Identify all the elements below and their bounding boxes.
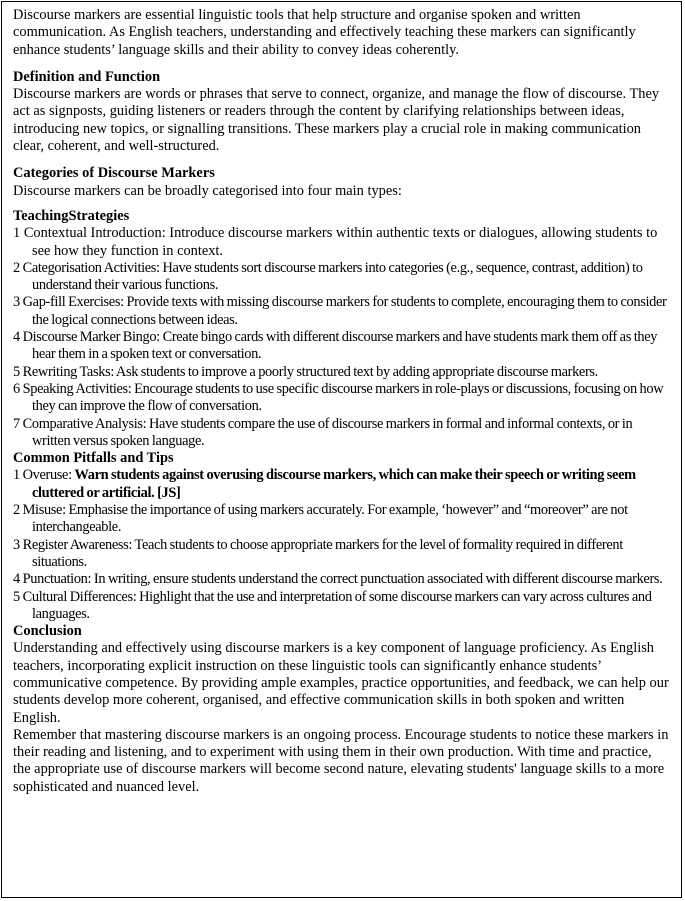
pitfalls-heading: Common Pitfalls and Tips (13, 450, 174, 467)
list-item (13, 329, 671, 364)
intro-paragraph: Discourse markers are essential linguistic tools that help structure and organise spoken and written communication. As English teachers, understanding and effectively teaching these markers can significantly enhance students’ language skills and their ability to convey ideas coherently. (13, 7, 636, 58)
list-item (13, 364, 671, 381)
document-frame (1, 1, 682, 898)
item-number: 5 (13, 363, 20, 380)
list-item (13, 537, 671, 572)
list-item (13, 294, 671, 329)
item-text: Misuse: Emphasise the importance of using markers accurately. For example, ‘however” and “moreover” are not interchangeable. (22, 502, 628, 536)
conclusion-paragraph-1: Understanding and effectively using discourse markers is a key component of language proficiency. As English teachers, incorporating explicit instruction on these linguistic tools can significantly enhance students’ communicative competence. By providing ample examples, practice opportunities, and feedback, we can help our students develop more coherent, organised, and effective communication skills in both spoken and written English. (13, 640, 669, 726)
item-text: Contextual Introduction: Introduce discourse markers within authentic texts or dialogues, allowing students to see how they function in context. (23, 225, 658, 259)
item-text: Register Awareness: Teach students to choose appropriate markers for the level of formality required in different situations. (22, 536, 623, 570)
teaching-heading: TeachingStrategies (13, 207, 130, 224)
spacer (13, 155, 671, 165)
item-number: 3 (13, 536, 20, 553)
spacer (13, 59, 671, 69)
definition-paragraph: Discourse markers are words or phrases that serve to connect, organize, and manage the flow of discourse. They act as signposts, guiding listeners or readers through the content by clarifying relationships between ideas, introducing new topics, or signalling transitions. These markers play a crucial role in making communication clear, coherent, and well-structured. (13, 86, 660, 155)
item-number: 2 (13, 502, 20, 519)
item-number: 7 (13, 415, 20, 432)
categories-heading: Categories of Discourse Markers (13, 165, 215, 182)
item-number: 5 (13, 588, 20, 605)
list-item (13, 589, 671, 624)
list-item (13, 502, 671, 537)
item-text: Rewriting Tasks: Ask students to improve a poorly structured text by adding appropriate discourse markers. (22, 363, 598, 380)
list-item (13, 260, 671, 295)
definition-heading: Definition and Function (13, 68, 161, 85)
list-item (13, 225, 671, 260)
pitfalls-list (13, 467, 671, 623)
teaching-list (13, 225, 671, 450)
item-text: Categorisation Activities: Have students sort discourse markers into categories (e.g., sequence, contrast, addition) to understand their various functions. (22, 259, 643, 294)
item-text: Comparative Analysis: Have students compare the use of discourse markers in formal and informal contexts, or in written versus spoken language. (22, 415, 633, 449)
conclusion-paragraph-2: Remember that mastering discourse markers is an ongoing process. Encourage students to notice these markers in their reading and listening, and to experiment with using them in their own production. With time and practice, the appropriate use of discourse markers will become second nature, elevating students' language skills to a more sophisticated and nuanced level. (13, 726, 669, 795)
spacer (13, 200, 671, 208)
item-number: 4 (13, 571, 20, 588)
item-text-bold: Warn students against overusing discourse markers, which can make their speech or writing seem cluttered or artificial. [JS] (32, 467, 636, 501)
item-number: 4 (13, 329, 20, 346)
item-number: 6 (13, 380, 20, 397)
categories-paragraph: Discourse markers can be broadly categorised into four main types: (13, 182, 402, 199)
item-text: Discourse Marker Bingo: Create bingo cards with different discourse markers and have students mark them off as they hear them in a spoken text or conversation. (22, 329, 658, 363)
item-text: Cultural Differences: Highlight that the use and interpretation of some discourse markers can vary across cultures and languages. (22, 588, 652, 622)
list-item: 1 Overuse: Warn students against overusing discourse markers, which can make their speech or writing seem cluttered or artificial. [JS] (13, 467, 636, 501)
conclusion-heading: Conclusion (13, 623, 82, 640)
item-text: Speaking Activities: Encourage students to use specific discourse markers in role-plays or discussions, focusing on how they can improve the flow of conversation. (22, 380, 664, 415)
list-item (13, 571, 671, 588)
list-item (13, 416, 671, 451)
item-text: Gap-fill Exercises: Provide texts with missing discourse markers for students to complete, encouraging them to consider the logical connections between ideas. (22, 294, 667, 328)
item-number: 3 (13, 294, 20, 311)
item-number: 1 (13, 225, 21, 242)
item-text: Punctuation: In writing, ensure students understand the correct punctuation associated with different discourse markers. (22, 571, 663, 588)
item-label: Overuse: (22, 467, 72, 484)
item-number: 2 (13, 259, 20, 276)
list-item (13, 381, 671, 416)
